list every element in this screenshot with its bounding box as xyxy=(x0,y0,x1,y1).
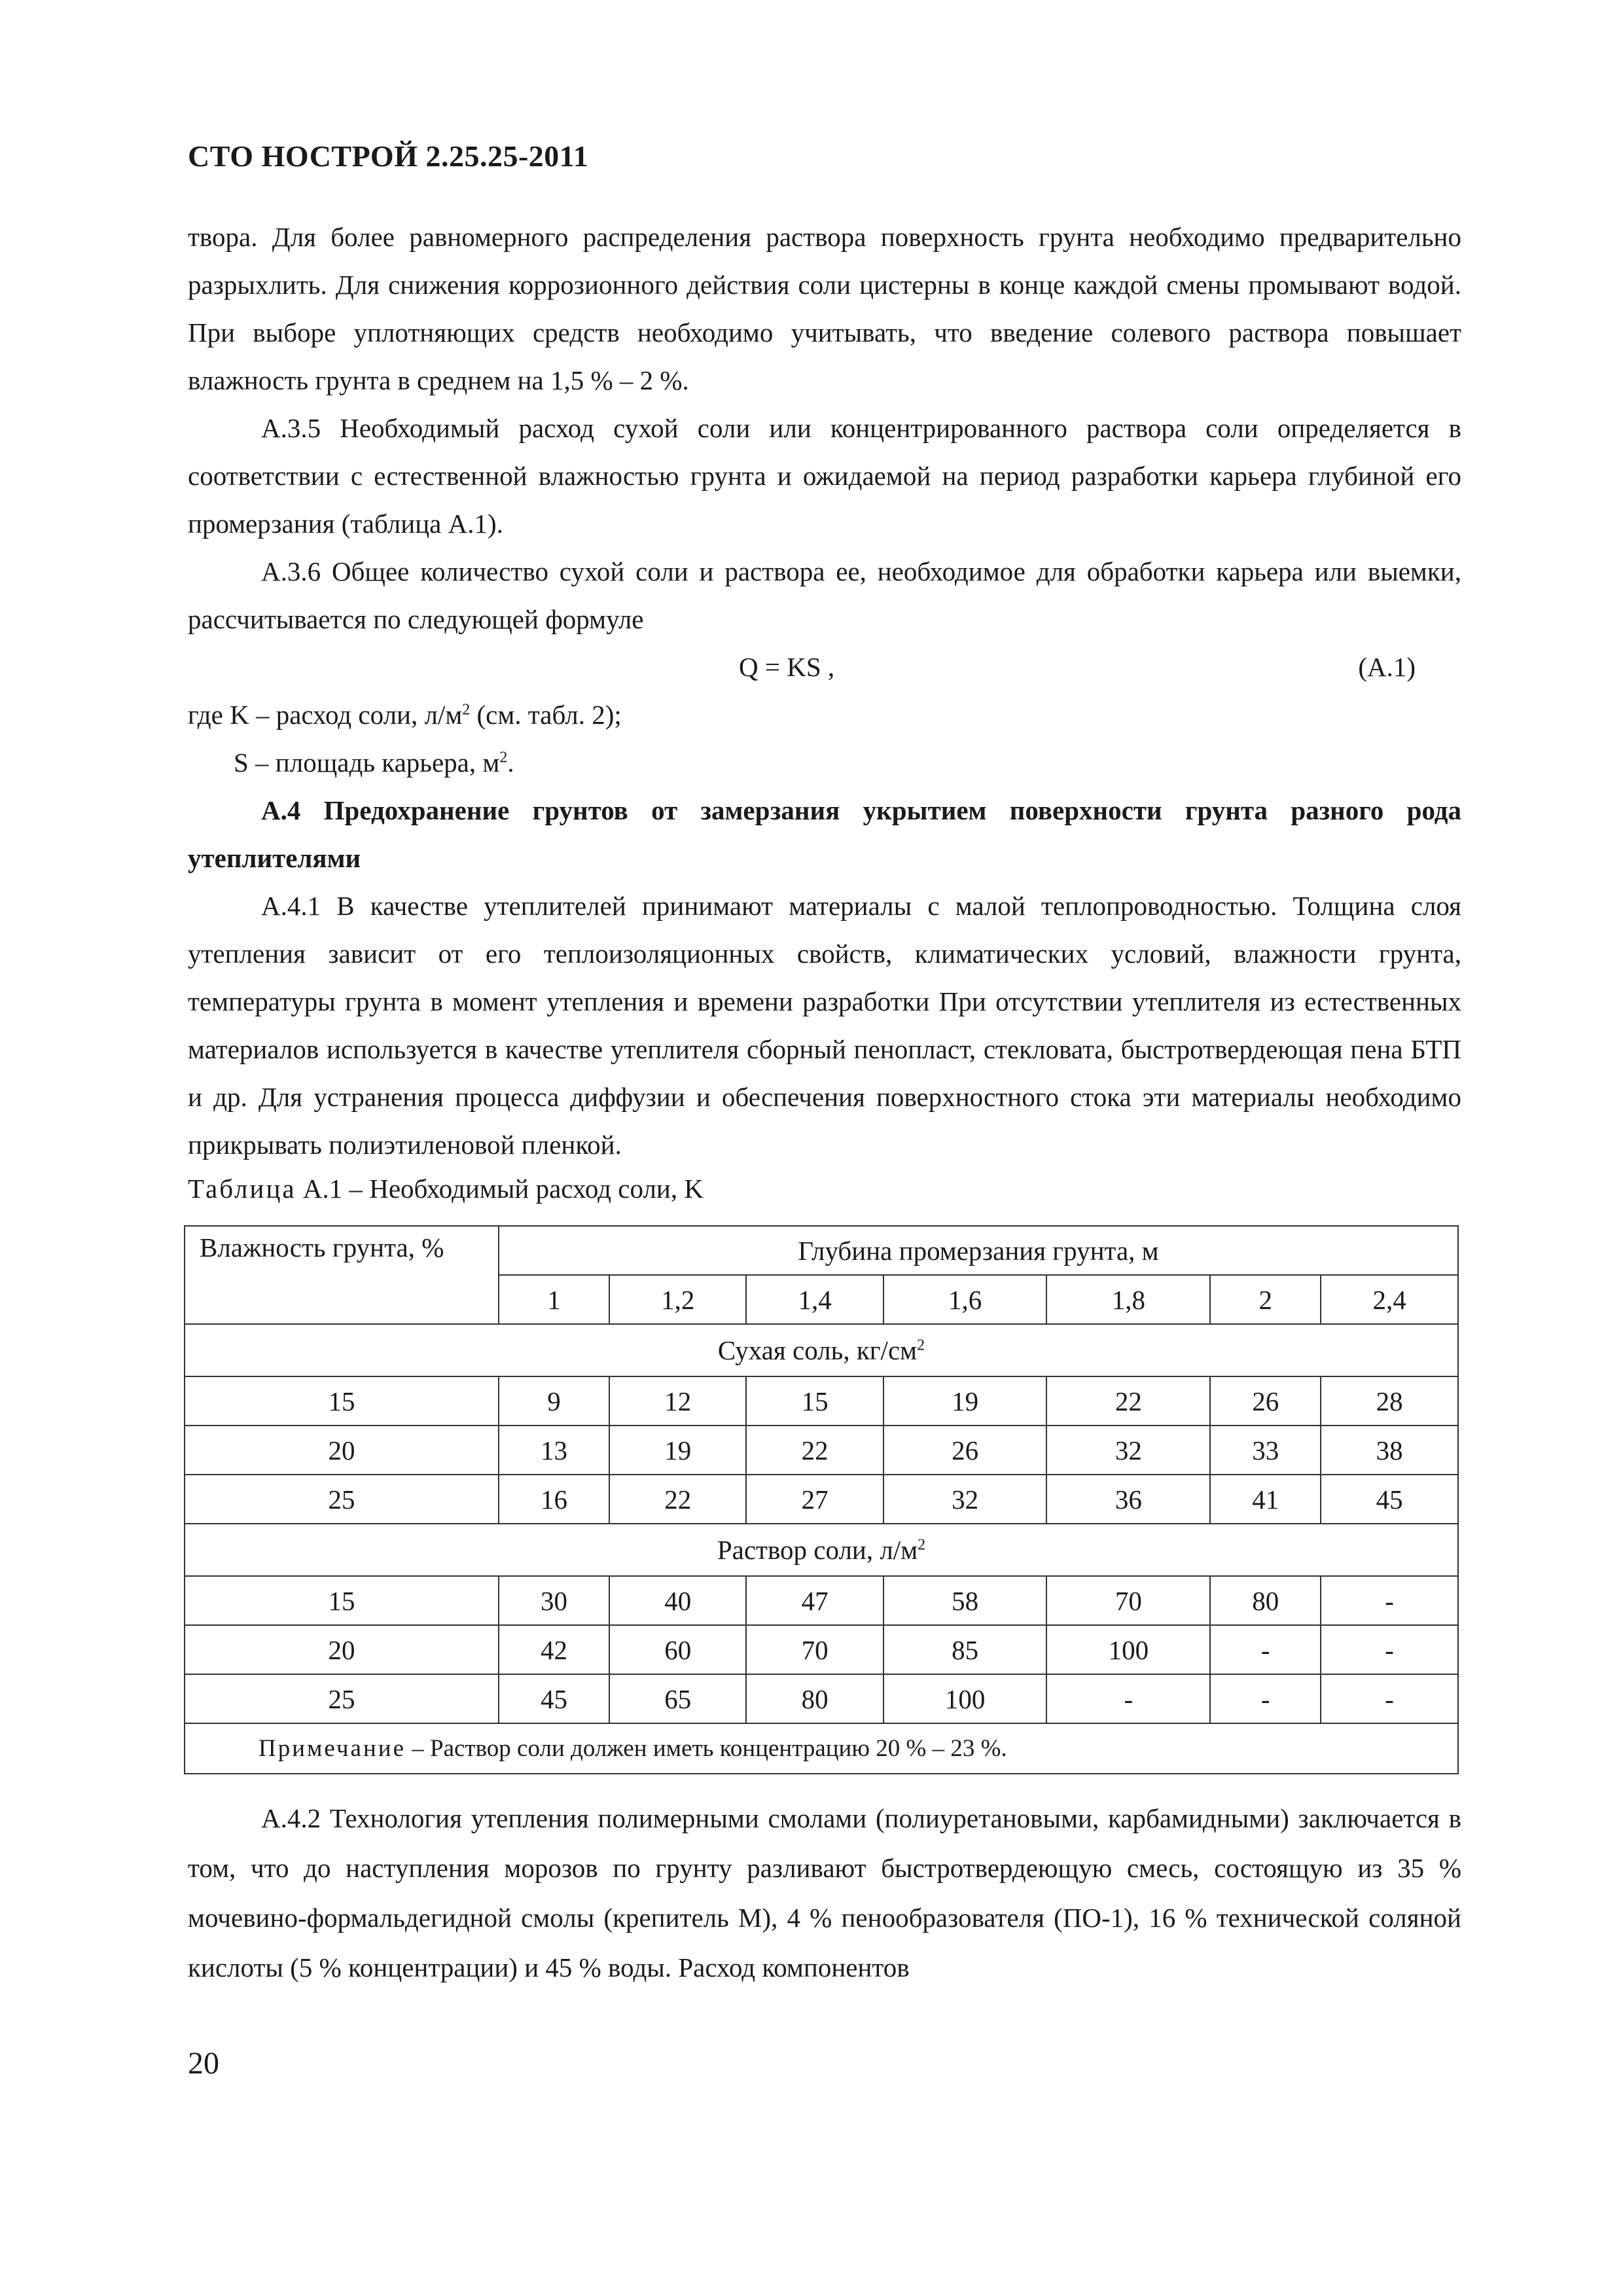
dry-salt-row xyxy=(185,1475,1458,1524)
value-cell: 19 xyxy=(609,1426,746,1475)
dry-salt-label: Сухая соль, $кг/см^2$ xyxy=(185,1324,1458,1376)
paragraph-a41: А.4.1 В качестве утеплителей принимают материалы с малой теплопроводностью. Толщина слоя утепления зависит от его теплоизоляционных свойств, климатических условий, влажности грунта, температуры грунта в момент утепления и времени разработки При отсутствии утеплителя из естественных материалов используется в качестве утеплителя сборный пенопласт, стекловата, быстротвердеющая пена БТП и др. Для устранения процесса диффузии и обеспечения поверхностного стока эти материалы необходимо прикрывать полиэтиленовой пленкой. xyxy=(188,891,1461,1160)
value-cell: 47 xyxy=(746,1576,883,1625)
dry-salt-section-row xyxy=(185,1324,1458,1376)
formula-row xyxy=(188,643,1461,691)
value-cell: 70 xyxy=(1046,1576,1210,1625)
value-cell: 70 xyxy=(746,1625,883,1674)
moisture-cell: 15 xyxy=(185,1376,499,1426)
depth-cell: 1,2 xyxy=(609,1275,746,1324)
value-cell: 22 xyxy=(746,1426,883,1475)
depth-cell: 1 xyxy=(499,1275,609,1324)
depth-cell: 1,8 xyxy=(1046,1275,1210,1324)
value-cell: 13 xyxy=(499,1426,609,1475)
solution-row xyxy=(185,1674,1458,1723)
main-text xyxy=(188,213,1461,1169)
page-number: 20 xyxy=(188,2046,219,2081)
paragraph-continuation: твора. Для более равномерного распределения раствора поверхность грунта необходимо предварительно разрыхлить. Для снижения коррозионного действия соли цистерны в конце каждой смены промывают водой. При выборе уплотняющих средств необходимо учитывать, что введение солевого раствора повышает влажность грунта в среднем на 1,5 % – 2 %. xyxy=(188,222,1461,395)
value-cell: 32 xyxy=(883,1475,1047,1524)
value-cell: 80 xyxy=(746,1674,883,1723)
formula-legend xyxy=(188,691,1461,787)
dry-salt-row xyxy=(185,1426,1458,1475)
value-cell: 15 xyxy=(746,1376,883,1426)
value-cell: - xyxy=(1321,1625,1458,1674)
value-cell: 45 xyxy=(1321,1475,1458,1524)
value-cell: - xyxy=(1046,1674,1210,1723)
value-cell: 36 xyxy=(1046,1475,1210,1524)
value-cell: - xyxy=(1321,1576,1458,1625)
solution-label: Раствор соли, $л/м^2$ xyxy=(185,1524,1458,1576)
moisture-cell: 20 xyxy=(185,1625,499,1674)
value-cell: - xyxy=(1210,1625,1321,1674)
solution-row xyxy=(185,1625,1458,1674)
moisture-cell: 25 xyxy=(185,1674,499,1723)
value-cell: 22 xyxy=(609,1475,746,1524)
value-cell: 100 xyxy=(883,1674,1047,1723)
depth-cell: 1,6 xyxy=(883,1275,1047,1324)
value-cell: 85 xyxy=(883,1625,1047,1674)
formula: Q = KS , xyxy=(739,652,835,682)
value-cell: 16 xyxy=(499,1475,609,1524)
value-cell: 19 xyxy=(883,1376,1047,1426)
value-cell: 60 xyxy=(609,1625,746,1674)
salt-consumption-table xyxy=(184,1225,1459,1774)
value-cell: 26 xyxy=(1210,1376,1321,1426)
formula-number: (А.1) xyxy=(1358,652,1416,682)
value-cell: 9 xyxy=(499,1376,609,1426)
value-cell: 41 xyxy=(1210,1475,1321,1524)
moisture-cell: 20 xyxy=(185,1426,499,1475)
value-cell: 32 xyxy=(1046,1426,1210,1475)
value-cell: - xyxy=(1321,1674,1458,1723)
value-cell: 33 xyxy=(1210,1426,1321,1475)
depth-header: Глубина промерзания грунта, м xyxy=(499,1226,1458,1275)
value-cell: 100 xyxy=(1046,1625,1210,1674)
solution-section-row xyxy=(185,1524,1458,1576)
value-cell: 65 xyxy=(609,1674,746,1723)
section-heading-a4: А.4 Предохранение грунтов от замерзания укрытием поверхности грунта разного рода утеплителями xyxy=(188,795,1461,873)
value-cell: - xyxy=(1210,1674,1321,1723)
value-cell: 45 xyxy=(499,1674,609,1723)
table-note-row xyxy=(185,1723,1458,1774)
moisture-cell: 25 xyxy=(185,1475,499,1524)
value-cell: 40 xyxy=(609,1576,746,1625)
legend-s: S – площадь карьера, $м^2$. xyxy=(234,747,514,778)
value-cell: 12 xyxy=(609,1376,746,1426)
moisture-cell: 15 xyxy=(185,1576,499,1625)
value-cell: 26 xyxy=(883,1426,1047,1475)
value-cell: 22 xyxy=(1046,1376,1210,1426)
value-cell: 27 xyxy=(746,1475,883,1524)
solution-row xyxy=(185,1576,1458,1625)
dry-salt-row xyxy=(185,1376,1458,1426)
paragraph-a42: А.4.2 Технология утепления полимерными смолами (полиуретановыми, карбамидными) заключается в том, что до наступления морозов по грунту разливают быстротвердеющую смесь, состоящую из 35 % мочевино-формальдегидной смолы (крепитель М), 4 % пенообразователя (ПО-1), 16 % технической соляной кислоты (5 % концентрации) и 45 % воды. Расход компонентов xyxy=(188,1803,1461,1982)
value-cell: 80 xyxy=(1210,1576,1321,1625)
value-cell: 30 xyxy=(499,1576,609,1625)
depth-cell: 2 xyxy=(1210,1275,1321,1324)
depth-cell: 1,4 xyxy=(746,1275,883,1324)
value-cell: 38 xyxy=(1321,1426,1458,1475)
value-cell: 42 xyxy=(499,1625,609,1674)
legend-k: где K – расход соли, $л/м^2$ (см. табл. 2); xyxy=(188,700,622,730)
paragraph-a35: А.3.5 Необходимый расход сухой соли или концентрированного раствора соли определяется в соответствии с естественной влажностью грунта и ожидаемой на период разработки карьера глубиной его промерзания (таблица А.1). xyxy=(188,413,1461,539)
value-cell: 58 xyxy=(883,1576,1047,1625)
depth-cell: 2,4 xyxy=(1321,1275,1458,1324)
table-header-row xyxy=(185,1226,1458,1275)
table-caption: Таблица А.1 – Необходимый расход соли, K xyxy=(188,1174,704,1204)
value-cell: 28 xyxy=(1321,1376,1458,1426)
document-header: СТО НОСТРОЙ 2.25.25-2011 xyxy=(188,139,589,173)
paragraph-a36: А.3.6 Общее количество сухой соли и раствора ее, необходимое для обработки карьера или выемки, рассчитывается по следующей формуле xyxy=(188,556,1461,634)
bottom-text xyxy=(188,1793,1461,1992)
moisture-header: Влажность грунта, % xyxy=(185,1226,499,1324)
table-note: Примечание – Раствор соли должен иметь концентрацию 20 % – 23 %. xyxy=(185,1723,1458,1774)
